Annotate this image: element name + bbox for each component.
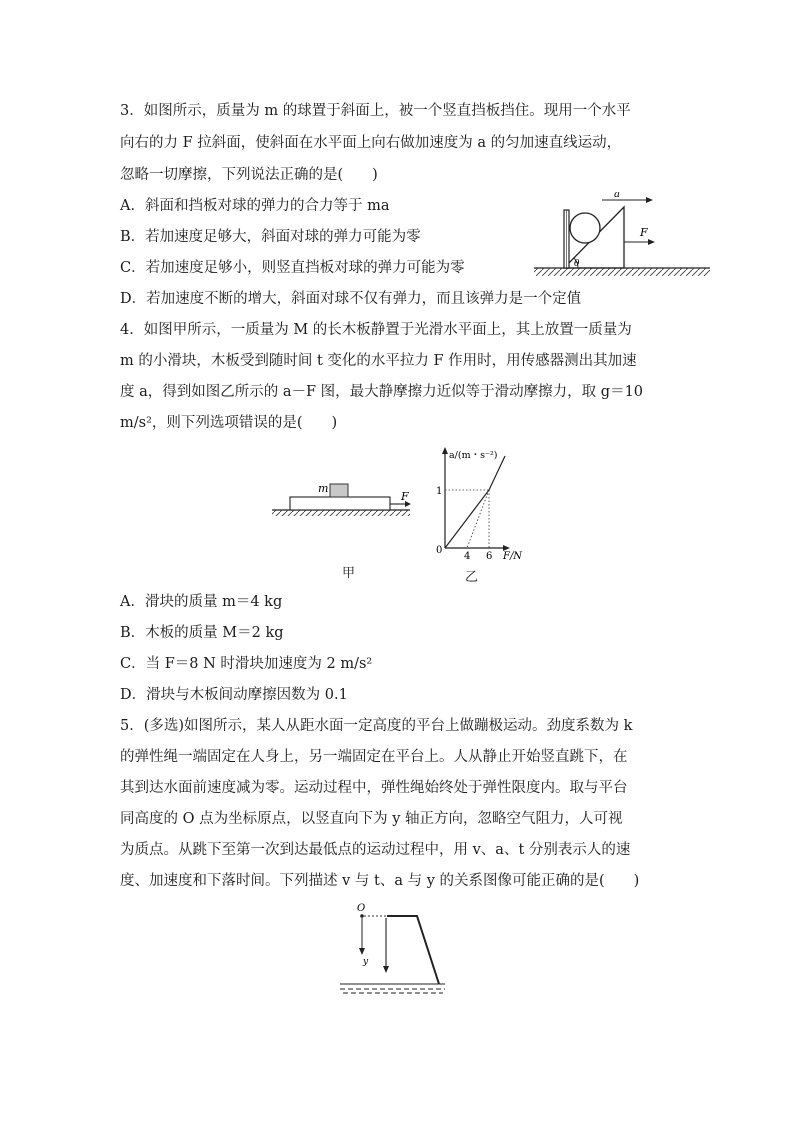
q3-option-a: A．斜面和挡板对球的弹力的合力等于 ma (120, 198, 390, 214)
q5-line-1: 5．(多选)如图所示，某人从距水面一定高度的平台上做蹦极运动。劲度系数为 k (120, 718, 633, 734)
q4-board-figure (268, 476, 418, 522)
q5-bungee-figure (335, 898, 455, 998)
q3-incline-figure (530, 192, 715, 284)
slider-block (330, 484, 348, 497)
q5-line-2: 的弹性绳一端固定在人身上，另一端固定在平台上。人从静止开始竖直跳下，在 (120, 749, 628, 765)
q5-line-4: 同高度的 O 点为坐标原点，以竖直向下为 y 轴正方向，忽略空气阻力，人可视 (120, 811, 623, 827)
y-axis-label: a/(m・s⁻²) (449, 450, 498, 461)
q4-line-3: 度 a，得到如图乙所示的 a－F 图，最大静摩擦力近似等于滑动摩擦力，取 g＝10 (120, 384, 644, 400)
aF-curve (445, 456, 505, 548)
q3-line-2: 向右的力 F 拉斜面，使斜面在水平面上向右做加速度为 a 的匀加速直线运动， (120, 135, 622, 151)
force-label: F (640, 226, 648, 239)
origin-label: 0 (436, 545, 443, 556)
caption-yi: 乙 (465, 570, 479, 585)
label-O: O (357, 903, 366, 914)
q4-line-1: 4．如图甲所示，一质量为 M 的长木板静置于光滑水平面上，其上放置一质量为 (120, 322, 632, 338)
q5-line-6: 度、加速度和下落时间。下列描述 v 与 t、a 与 y 的关系图像可能正确的是( ) (120, 873, 640, 889)
ball (570, 213, 600, 243)
long-board (290, 497, 390, 510)
label-m: m (318, 482, 329, 495)
label-F-board: F (401, 490, 409, 503)
q4-option-c: C．当 F＝8 N 时滑块加速度为 2 m/s² (120, 656, 373, 672)
q3-option-d: D．若加速度不断的增大，斜面对球不仅有弹力，而且该弹力是一个定值 (120, 291, 582, 307)
q4-option-a: A．滑块的质量 m＝4 kg (120, 594, 283, 610)
q4-option-b: B．木板的质量 M＝2 kg (120, 625, 284, 641)
theta-label: θ (574, 259, 580, 269)
q4-option-d: D．滑块与木板间动摩擦因数为 0.1 (120, 687, 348, 703)
x-axis-label: F/N (503, 551, 523, 562)
caption-jia: 甲 (342, 566, 356, 581)
q4-aF-graph (425, 444, 535, 562)
q4-line-4: m/s²，则下列选项错误的是( ) (120, 415, 338, 431)
q3-line-3: 忽略一切摩擦，下列说法正确的是( ) (120, 167, 378, 183)
y-tick-1: 1 (436, 486, 443, 497)
q3-line-1: 3．如图所示，质量为 m 的球置于斜面上，被一个竖直挡板挡住。现用一个水平 (120, 103, 631, 119)
x-tick-4: 4 (464, 551, 471, 562)
accel-label: a (614, 192, 620, 200)
x-tick-6: 6 (486, 551, 493, 562)
q5-line-3: 其到达水面前速度减为零。运动过程中，弹性绳始终处于弹性限度内。取与平台 (120, 780, 628, 796)
label-y: y (363, 957, 369, 967)
q4-line-2: m 的小滑块，木板受到随时间 t 变化的水平拉力 F 作用时，用传感器测出其加速 (120, 353, 637, 369)
q3-option-b: B．若加速度足够大，斜面对球的弹力可能为零 (120, 229, 421, 245)
q3-option-c: C．若加速度足够小，则竖直挡板对球的弹力可能为零 (120, 260, 465, 276)
q5-line-5: 为质点。从跳下至第一次到达最低点的运动过程中，用 v、a、t 分别表示人的速 (120, 842, 631, 858)
